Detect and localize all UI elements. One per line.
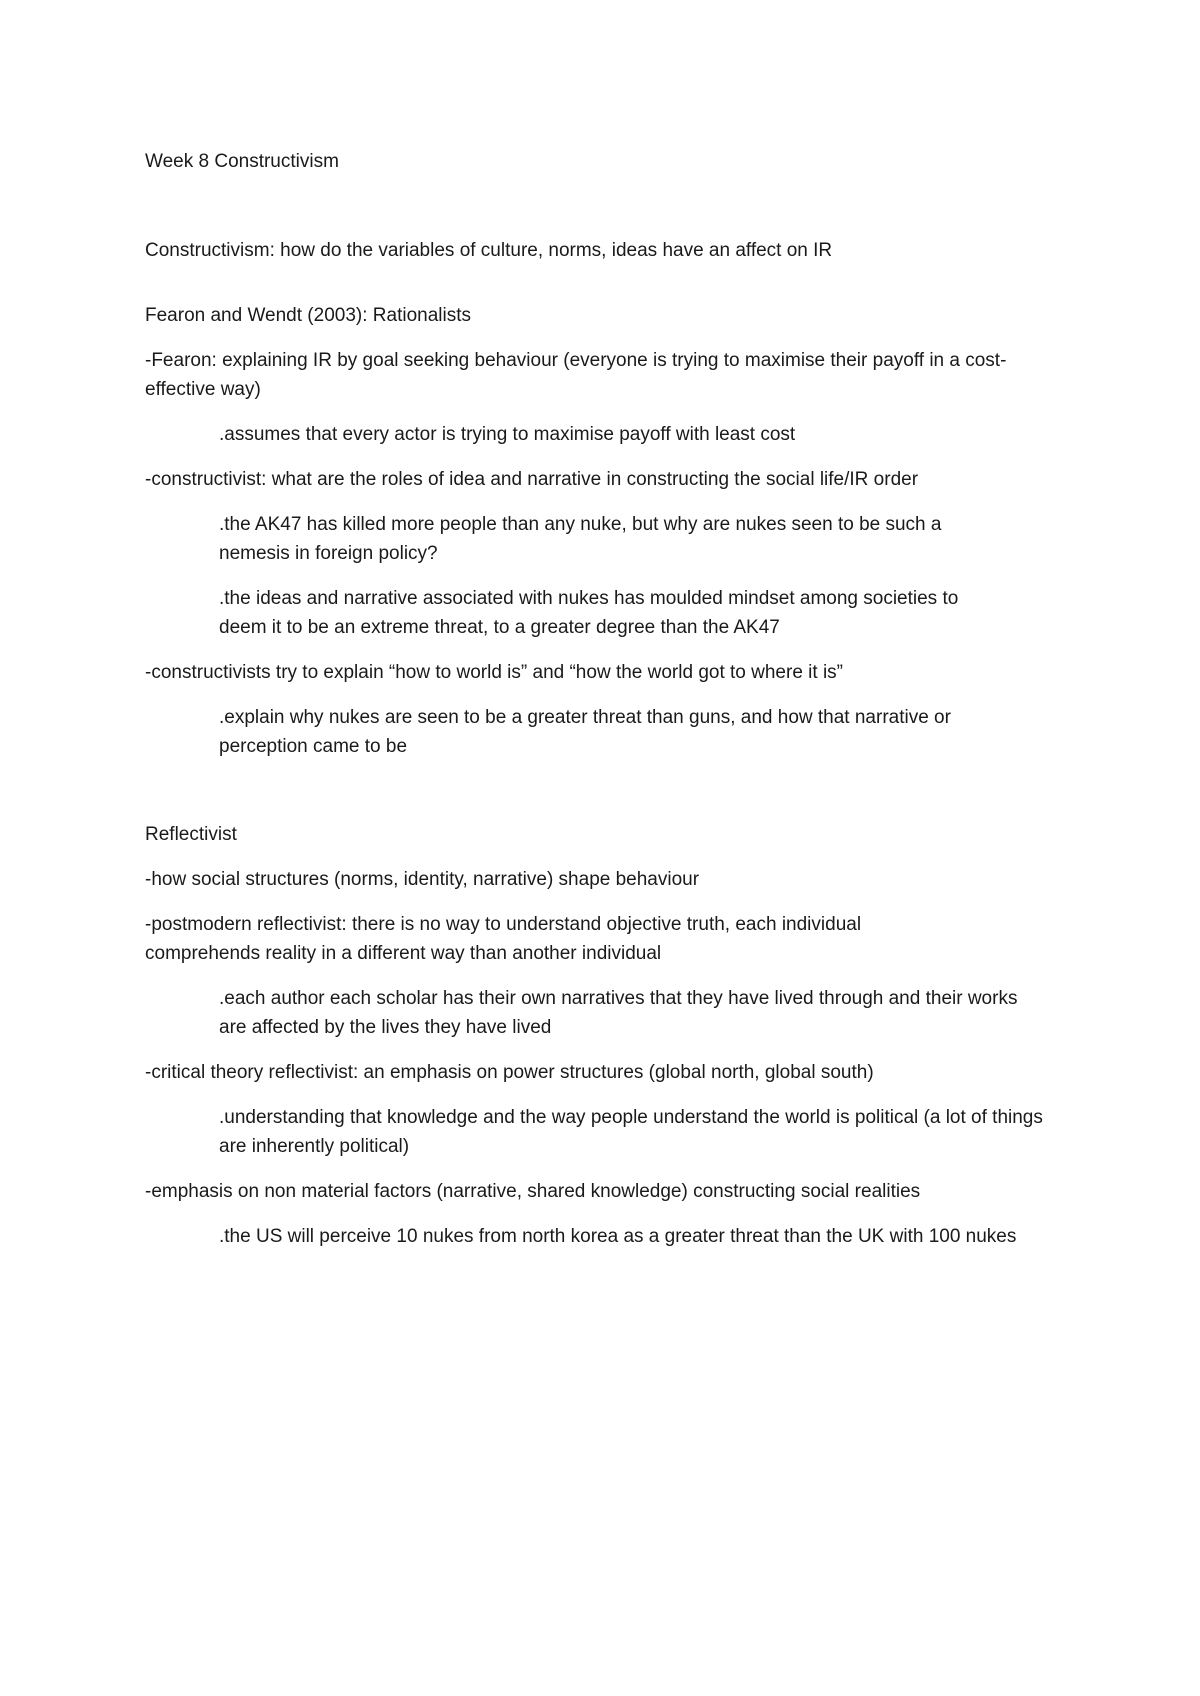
bullet-item: -constructivist: what are the roles of idea and narrative in constructing the social life/IR order: [145, 469, 919, 490]
sub-bullet-item: .the AK47 has killed more people than any nuke, but why are nukes seen to be such a nemesis in foreign policy?: [219, 514, 942, 564]
section-heading-reflectivist: Reflectivist: [145, 824, 237, 845]
sub-bullet-item: .the ideas and narrative associated with nukes has moulded mindset among societies to deem it to be an extreme threat, to a greater degree than the AK47: [219, 588, 959, 638]
bullet-item: -how social structures (norms, identity, narrative) shape behaviour: [145, 869, 700, 890]
document-body: [145, 147, 1075, 1267]
document-title: Week 8 Constructivism: [145, 151, 339, 172]
intro-paragraph: Constructivism: how do the variables of culture, norms, ideas have an affect on IR: [145, 240, 833, 261]
sub-bullet-item: .explain why nukes are seen to be a greater threat than guns, and how that narrative or perception came to be: [219, 707, 951, 757]
sub-bullet-item: .the US will perceive 10 nukes from north korea as a greater threat than the UK with 100 nukes: [219, 1226, 1017, 1247]
sub-bullet-item: .each author each scholar has their own narratives that they have lived through and their works are affected by the lives they have lived: [219, 988, 1018, 1038]
sub-bullet-item: .understanding that knowledge and the way people understand the world is political (a lot of things are inherently political): [219, 1107, 1043, 1157]
bullet-item: -emphasis on non material factors (narrative, shared knowledge) constructing social realities: [145, 1181, 921, 1202]
sub-bullet-item: .assumes that every actor is trying to maximise payoff with least cost: [219, 424, 796, 445]
section-heading-rationalists: Fearon and Wendt (2003): Rationalists: [145, 305, 471, 326]
bullet-item: -Fearon: explaining IR by goal seeking behaviour (everyone is trying to maximise their payoff in a cost-effective way): [145, 350, 1007, 400]
bullet-item: -postmodern reflectivist: there is no way to understand objective truth, each individual comprehends reality in a different way than another individual: [145, 914, 862, 964]
bullet-item: -critical theory reflectivist: an emphasis on power structures (global north, global south): [145, 1062, 874, 1083]
bullet-item: -constructivists try to explain “how to world is” and “how the world got to where it is”: [145, 662, 843, 683]
